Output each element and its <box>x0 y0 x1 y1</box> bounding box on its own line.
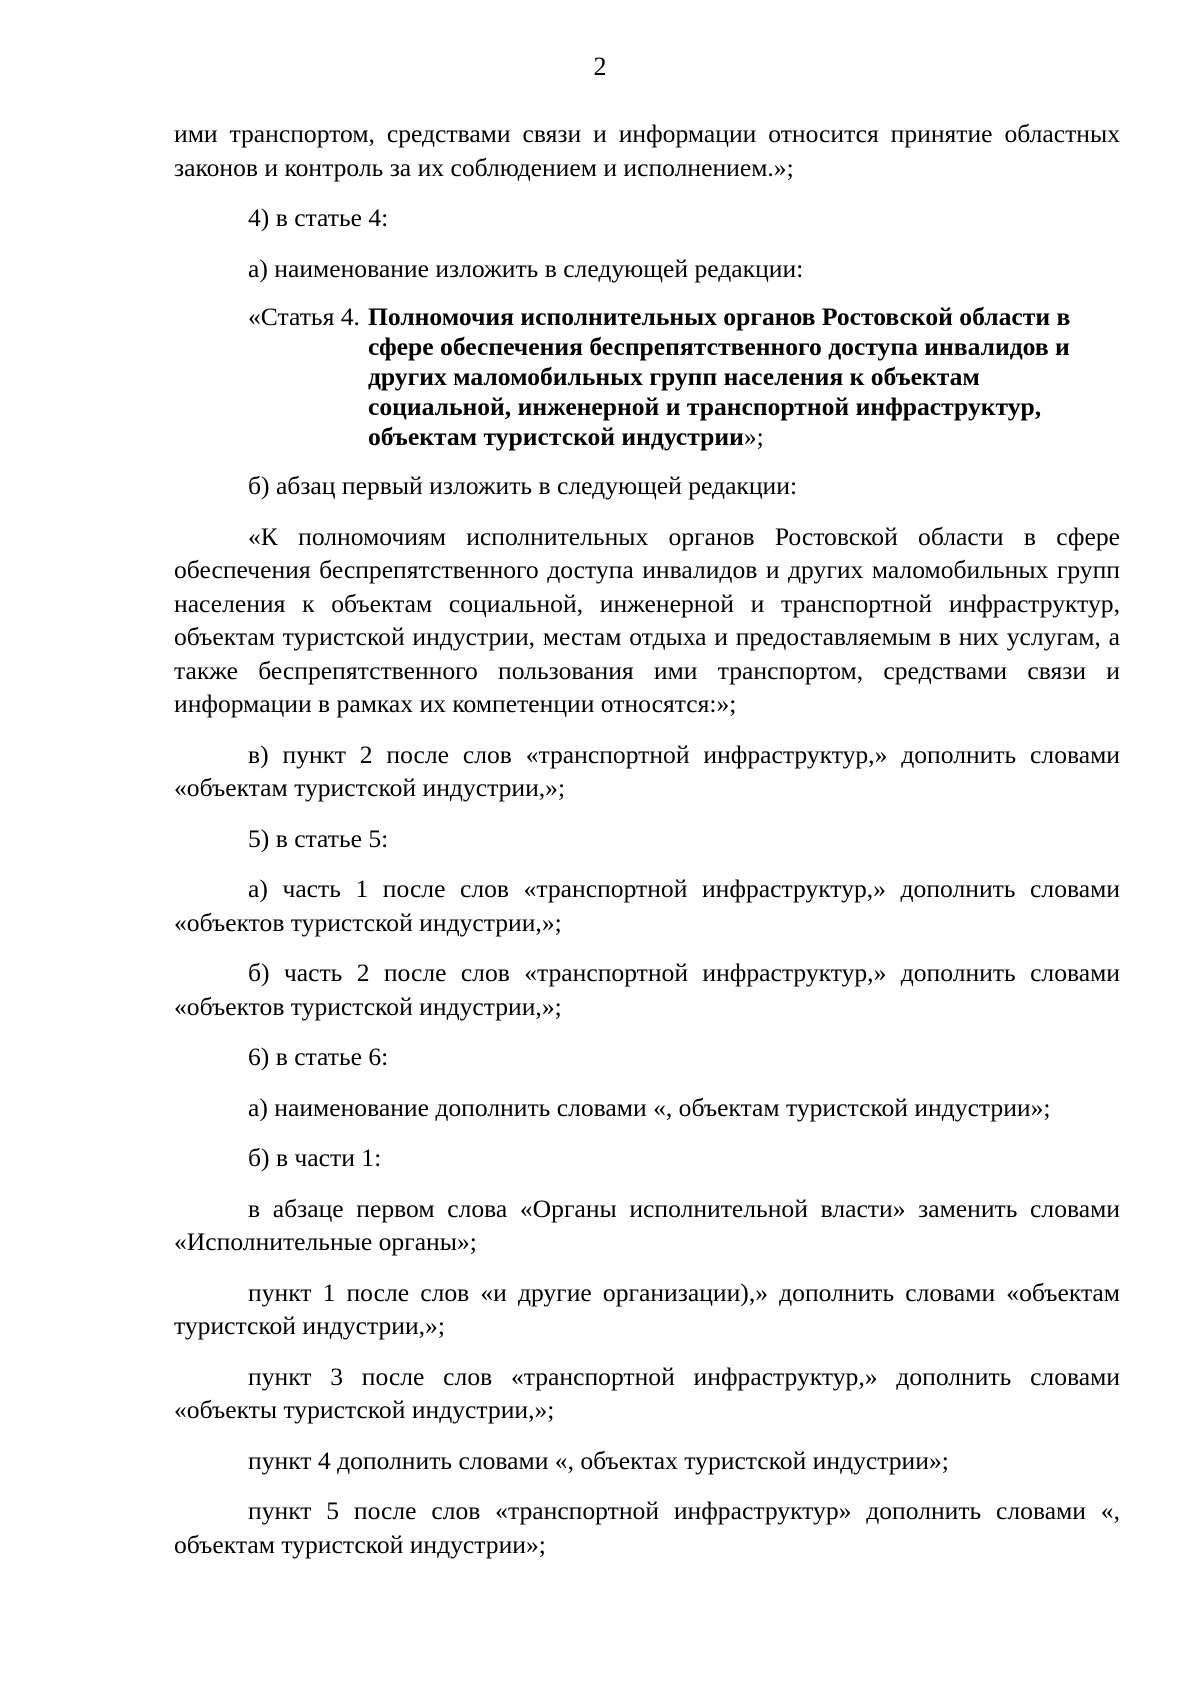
paragraph: в) пункт 2 после слов «транспортной инфраструктур,» дополнить словами «объектам туристской индустрии,»; <box>174 739 1120 802</box>
article-heading-suffix: »; <box>743 422 764 451</box>
paragraph: б) часть 2 после слов «транспортной инфраструктур,» дополнить словами «объектов туристской индустрии,»; <box>174 958 1120 1021</box>
article-heading-title: Полномочия исполнительных органов Ростовской области в сфере обеспечения беспрепятственного доступа инвалидов и других маломобильных групп населения к объектам социальной, инженерной и транспортной инфраструктур, объектам туристской индустрии <box>367 302 1071 451</box>
paragraph: 4) в статье 4: <box>248 203 389 232</box>
paragraph: а) наименование изложить в следующей редакции: <box>248 253 804 283</box>
paragraph: пункт 1 после слов «и другие организации),» дополнить словами «объектам туристской индустрии,»; <box>174 1277 1120 1340</box>
paragraph: пункт 4 дополнить словами «, объектах туристской индустрии»; <box>248 1445 949 1475</box>
paragraph: «К полномочиям исполнительных органов Ростовской области в сфере обеспечения беспрепятственного доступа инвалидов и других маломобильных групп населения к объектам социальной, инженерной и транспортной инфраструктур, объектам туристской индустрии, местам отдыха и предоставляемым в них услугам, а также беспрепятственного пользования ими транспортом, средствами связи и информации в рамках их компетенции относятся:»; <box>174 521 1120 718</box>
article-heading-prefix: «Статья 4. <box>248 302 360 331</box>
paragraph: пункт 5 после слов «транспортной инфраструктур» дополнить словами «, объектам туристской индустрии»; <box>174 1496 1120 1559</box>
paragraph: ими транспортом, средствами связи и информации относится принятие областных законов и контроль за их соблюдением и исполнением.»; <box>174 119 1120 182</box>
paragraph: 5) в статье 5: <box>248 823 389 853</box>
article-heading-body <box>368 302 1120 452</box>
page-number: 2 <box>593 52 607 81</box>
document-body <box>174 117 1120 1578</box>
paragraph: б) абзац первый изложить в следующей редакции: <box>248 471 798 500</box>
paragraph: а) наименование дополнить словами «, объектам туристской индустрии»; <box>248 1092 1051 1122</box>
paragraph: а) часть 1 после слов «транспортной инфраструктур,» дополнить словами «объектов туристской индустрии,»; <box>174 874 1120 937</box>
paragraph: б) в части 1: <box>248 1143 382 1172</box>
article-heading <box>248 302 1120 452</box>
paragraph: 6) в статье 6: <box>248 1042 389 1071</box>
paragraph: пункт 3 после слов «транспортной инфраструктур,» дополнить словами «объекты туристской индустрии,»; <box>174 1361 1120 1424</box>
paragraph: в абзаце первом слова «Органы исполнительной власти» заменить словами «Исполнительные органы»; <box>174 1193 1120 1256</box>
